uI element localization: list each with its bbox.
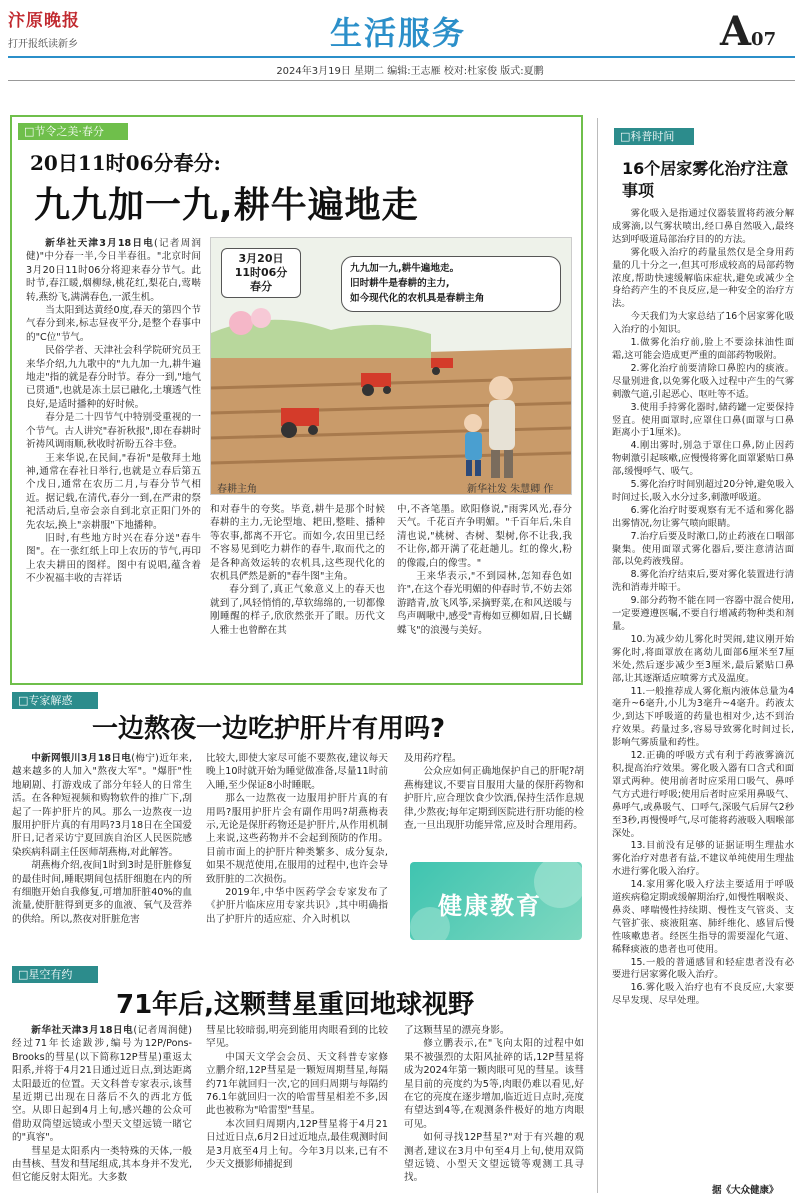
article-title: 一边熬夜一边吃护肝片有用吗?	[92, 714, 446, 744]
article-column	[12, 1024, 192, 1194]
article-column	[206, 1024, 388, 1194]
paragraph: 及用药疗程。	[404, 753, 462, 764]
paragraph: 了这颗彗星的漂亮身影。	[404, 1025, 510, 1036]
badge-label: 健康教育	[438, 892, 542, 920]
article-column	[612, 208, 794, 1180]
illustration-credit: 新华社发 朱慧卿 作	[467, 484, 554, 495]
column-divider	[597, 118, 598, 1193]
section-tag: □专家解惑	[12, 692, 98, 709]
paragraph: 16.雾化吸入治疗也有不良反应,大家要尽早发现、尽早处理。	[612, 982, 794, 1007]
paragraph: 10.为减少幼儿雾化时哭闹,建议刚开始雾化时,将面罩放在离幼儿面部6厘米至7厘米处,然后逐步减少至3厘米,最后紧贴口鼻部,让其逐渐适应喷雾方式及温度。	[612, 633, 794, 684]
paragraph: 今天我们为大家总结了16个居家雾化吸入治疗的小知识。	[612, 311, 794, 336]
article-column	[397, 503, 572, 683]
dateline: 新华社天津3月18日电	[31, 1025, 134, 1036]
paragraph: 5.雾化治疗时间别超过20分钟,避免吸入时间过长,吸入水分过多,刺激呼吸道。	[612, 479, 794, 503]
health-education-badge	[410, 862, 582, 940]
paragraph: 胡燕梅介绍,夜间1时到3时是肝脏修复的最佳时间,睡眠期间包括肝细胞在内的所有细胞开始自我修复,可增加肝脏40%的血流量,使肝脏得到更多的血液、氧气及营养的供给。所以,熬夜对肝脏危害	[12, 860, 192, 925]
article-subtitle: 20日11时06分春分:	[30, 151, 221, 175]
article-column	[404, 752, 584, 847]
article-spring-equinox	[10, 115, 583, 685]
paragraph: 2019年,中华中医药学会专家发布了《护肝片临床应用专家共识》,其中明确指出了护肝片的适应症、介入时机以	[206, 887, 388, 925]
paragraph: 8.雾化治疗结束后,要对雾化装置进行清洗和消毒并晾干。	[612, 569, 794, 594]
illustration-caption: 春耕主角	[217, 484, 257, 495]
paragraph: 春分是二十四节气中特别受重视的一个节气。古人讲究"春祈秋报",即在春耕时祈祷风调雨顺,秋收时祈盼五谷丰登。	[26, 412, 201, 451]
paragraph: 7.治疗后要及时漱口,防止药液在口咽部聚集。使用面罩式雾化器后,要注意清洁面部,以免药液残留。	[612, 530, 794, 568]
header-rule	[8, 56, 795, 58]
section-tag: □节令之美·春分	[18, 123, 128, 140]
page-number	[720, 8, 800, 55]
article-column	[206, 752, 388, 957]
date-label-box: 3月20日 11时06分 春分	[221, 248, 301, 298]
paragraph: 公众应如何正确地保护自己的肝呢?胡燕梅建议,不要盲目服用大量的保肝药物和护肝片,应合理饮食少饮酒,保持生活作息规律,少熬夜;每年定期到医院进行肝功能的检查,一旦出现肝功能异常,应及时合理用药。	[404, 766, 584, 832]
paragraph: 本次回归周期内,12P彗星将于4月21日过近日点,6月2日过近地点,最佳观测时间是3月底至4月上旬。今年3月以来,已有不少天文摄影师捕捉到	[206, 1118, 388, 1171]
article-column	[12, 752, 192, 957]
illustration	[210, 237, 572, 495]
paragraph: 6.雾化治疗时要观察有无不适和雾化器出雾情况,勿让雾气喷向眼睛。	[612, 504, 794, 529]
paragraph: 15.一般的普通感冒和轻症患者没有必要进行居家雾化吸入治疗。	[612, 956, 794, 981]
section-tag: □星空有约	[12, 966, 98, 983]
section-tag: □科普时间	[614, 128, 694, 145]
page-letter: A	[720, 8, 752, 55]
paragraph: 中国天文学会会员、天文科普专家修立鹏介绍,12P彗星是一颗短周期彗星,每隔约71年就回归一次,它的回归周期与每隔约76.1年就回归一次的哈雷彗星相差不多,因此也被称为"哈雷型"彗星。	[206, 1051, 388, 1117]
paragraph: 和对春牛的夸奖。毕竟,耕牛是那个时候春耕的主力,无论型地、耙田,整畦、播种等农事,都离不开它。而如今,农田里已经不容易见到吃力耕作的春牛,取而代之的是各种高效运转的农机具,这些现代化的农机具俨然是新的"春牛图"主角。	[210, 504, 385, 583]
paragraph: 王来华说,在民间,"春祈"是敬拜土地神,通常在春社日举行,也就是立春后第五个戊日,通常在农历二月,与春分节气相近。据记载,在清代,春分一到,在严肃的祭祀活动后,皇帝会亲自到北京正阳门外的先农坛,换上"亲耕服"下地播种。	[26, 452, 201, 531]
dateline: 中新网银川3月18日电	[31, 753, 132, 764]
article-column	[210, 503, 385, 683]
paragraph: 如何寻找12P彗星?"对于有兴趣的观测者,建议在3月中旬至4月上旬,使用双筒望远镜、小型天文望远镜等观测工具寻找。	[404, 1132, 584, 1184]
paragraph: 3.使用手持雾化器时,储药罐一定要保持竖直。使用面罩时,应罩住口鼻(面罩与口鼻距离小于1厘米)。	[612, 401, 794, 439]
paragraph: 9.部分药物不能在同一容器中混合使用,一定要遵遵医嘱,不要自行增减药物种类和剂量。	[612, 595, 794, 632]
slogan: 打开报纸读新乡	[8, 39, 78, 50]
paragraph: (梅宁)近年来,越来越多的人加入"熬夜大军"。"爆肝"性地刷剧、打游戏成了部分年轻人的日常生活。在各种短视频和购物软件的推广下,刮起了一阵护肝片的风。那么一边熬夜一边服用护肝片真的有用吗?3月18日在全国爱肝日,记者采访宁夏回族自治区人民医院感染疾病科副主任医师胡燕梅,对此解答。	[12, 753, 192, 858]
article-title: 九九加一九,耕牛遍地走	[34, 185, 419, 226]
article-title: 71年后,这颗彗星重回地球视野	[116, 990, 475, 1020]
newspaper-logo: 汴原晚报	[8, 11, 80, 31]
paragraph: 12.正确的呼吸方式有利于药液雾滴沉积,提高治疗效果。雾化吸入器有口含式和面罩式两种。使用前者时应采用口吸气、鼻呼气方式进行呼吸;使用后者时应采用鼻吸气、鼻呼气,或鼻吸气、口呼气,深吸气后屏气2秒至3秒,再慢慢呼气,尽可能将药液吸入咽喉部深处。	[612, 750, 794, 839]
paragraph: 修立鹏表示,在"飞向太阳的过程中如果不被强烈的太阳风扯碎的话,12P彗星将成为2024年第一颗肉眼可见的彗星。该彗星目前的亮度约为5等,肉眼仍难以看见,好在它的亮度在逐步增加,临近近日点时,亮度有望达到4等,在观测条件极好的地方肉眼可见。	[404, 1038, 584, 1130]
page-digits: 07	[751, 29, 777, 50]
dateline: 新华社天津3月18日电	[45, 238, 155, 249]
paragraph: (记者周润健)经过71年长途跋涉,编号为12P/Pons-Brooks的彗星(以下简称12P彗星)重返太阳系,并将于4月21日通过近日点,到达距离太阳最近的位置。天文科普专家表示,该彗星近期已出现在日落后不久的西北方低空。从即日起到4月上旬,感兴趣的公众可借助双筒望远镜或小型天文望远镜一睹它的"真容"。	[12, 1025, 192, 1144]
paragraph: 彗星比较暗弱,明亮到能用肉眼看到的比较罕见。	[206, 1025, 388, 1050]
paragraph: 中,不吝笔墨。欧阳修说,"雨霁风光,春分天气。千花百卉争明媚。"千百年后,朱自清也说,"桃树、杏树、梨树,你不让我,我不让你,都开满了花赶趟儿。红的像火,粉的像霞,白的像雪。"	[397, 504, 572, 569]
paragraph: 14.家用雾化吸入疗法主要适用于呼吸道疾病稳定期或缓解期治疗,如慢性咽喉炎、鼻炎、哮喘慢性持续期、慢性支气管炎、支气管扩张、痰液阻塞、肺纤维化、感冒后慢性咳嗽患者。经医生指导的需要湿化气道、稀释痰液的患者也可使用。	[612, 879, 794, 955]
paragraph: 雾化吸入是指通过仪器装置将药液分解成雾滴,以气雾状喷出,经口鼻自然吸入,最终达到呼吸道局部治疗目的的方法。	[612, 208, 794, 245]
article-column	[404, 1024, 584, 1194]
paragraph: 13.目前没有足够的证据证明生理盐水雾化治疗对患者有益,不建议单纯使用生理盐水进行雾化吸入治疗。	[612, 840, 794, 878]
paragraph: 当太阳到达黄经0度,春天的第四个节气春分到来,标志昼夜平分,是整个春事中的"C位"节气。	[26, 305, 201, 343]
paragraph: 彗星是太阳系内一类特殊的天体,一般由彗核、彗发和彗尾组成,其本身并不发光,但它能反射太阳光。大多数	[12, 1145, 192, 1184]
paragraph: 11.一般推荐成人雾化瓶内液体总量为4毫升~6毫升,小儿为3毫升~4毫升。药液太少,到达下呼吸道的药量也相对少,达不到治疗效果。药量过多,容易导致雾化时间过长,影响气雾质量和药性。	[612, 685, 794, 749]
paragraph: 雾化吸入治疗的药量虽然仅是全身用药量的几十分之一,但其可形成较高的局部药物浓度,帮助快速缓解临床症状,避免或减少全身给药产生的不良反应,是一种安全的治疗方法。	[612, 246, 794, 310]
article-source: 据《大众健康》	[712, 1185, 779, 1196]
header-rule-2	[8, 80, 795, 81]
speech-bubble: 九九加一九,耕牛遍地走。 旧时耕牛是春耕的主力, 如今现代化的农机具是春耕主角	[341, 256, 561, 312]
article-column	[26, 237, 201, 682]
section-title: 生活服务	[329, 14, 466, 52]
paragraph: 民俗学者、天津社会科学院研究员王来华介绍,九九歌中的"九九加一九,耕牛遍地走"指的就是春分时节。春分一到,"地气已贯通",也就是冻土层已融化,土壤透气性良好,是适时播种的好时候。	[26, 345, 201, 410]
paragraph: 比较大,即使大家尽可能不要熬夜,建议每天晚上10时就开始为睡觉做准备,尽量11时前入睡,至少保证8小时睡眠。	[206, 753, 388, 791]
paragraph: 4.刚出雾时,别急于罩住口鼻,防止因药物刺激引起咳嗽,应慢慢将雾化面罩紧贴口鼻部,缓慢呼气、吸气。	[612, 440, 794, 478]
paragraph: (记者周润健)"中分春一半,今日半春徂。"北京时间3月20日11时06分将迎来春分节气。此时节,春江暖,烟柳绿,桃花红,梨花白,莺啭转,燕纷飞,满满春色,一派生机。	[26, 238, 201, 303]
paragraph: 2.雾化治疗前要清除口鼻腔内的痰液。尽量别进食,以免雾化吸入过程中产生的气雾刺激气道,引起恶心、呕吐等不适。	[612, 362, 794, 400]
paragraph: 那么一边熬夜一边服用护肝片真的有用吗?服用护肝片会有副作用吗?胡燕梅表示,无论是保肝药物还是护肝片,从作用机制上来说,这些药物并不会起到预防的作用。目前市面上的护肝片种类繁多、成分复杂,如果不规范使用,在服用的过程中,也许会导致肝脏的二次损伤。	[206, 793, 388, 885]
article-title: 16个居家雾化治疗注意事项	[622, 159, 789, 200]
paragraph: 王来华表示,"不到园林,怎知春色如许",在这个春光明媚的仲春时节,不妨去郊游踏青,放飞风筝,采摘野菜,在和风送暖与鸟声啁啾中,感受"青梅如豆柳如眉,日长蝴蝶飞"的浪漫与美好。	[397, 571, 572, 636]
masthead	[8, 6, 118, 50]
paragraph: 1.做雾化治疗前,脸上不要涂抹油性面霜,这可能会造成更严重的面部药物吸附。	[612, 337, 794, 361]
paragraph: 春分到了,真正气象意义上的春天也就到了,风轻悄悄的,草软绵绵的,一切都像刚睡醒的样子,欣欣然张开了眼。历代文人雅士也曾醉在其	[210, 584, 385, 636]
edition-info: 2024年3月19日 星期二 编辑:王志雁 校对:杜家俊 版式:夏鹏	[276, 66, 544, 77]
paragraph: 旧时,有些地方时兴在春分送"春牛图"。在一张红纸上印上农历的节气,再印上农夫耕田的图样。图中有说唱,蕴含着不少祝福丰收的吉祥话	[26, 532, 201, 585]
